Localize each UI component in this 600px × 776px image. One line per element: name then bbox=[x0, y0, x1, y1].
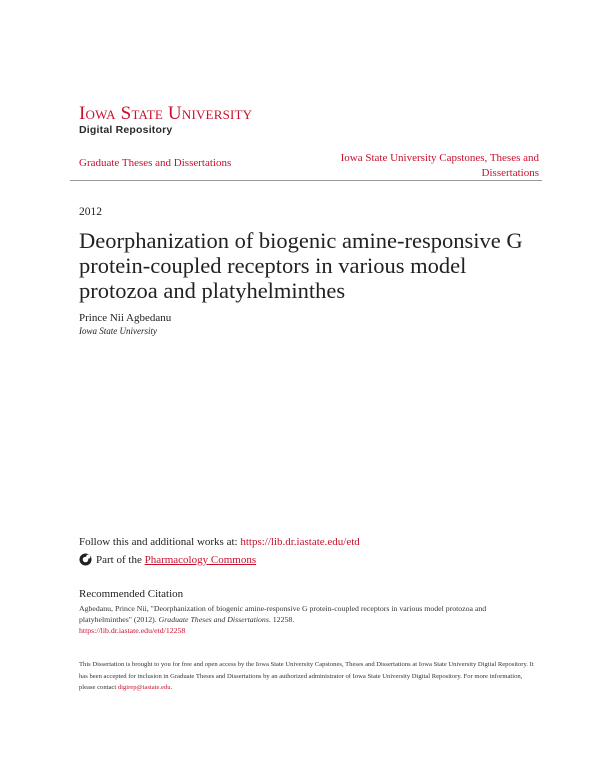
capstones-link[interactable]: Iowa State University Capstones, Theses and Dissertations bbox=[340, 152, 539, 179]
notice-text: This Dissertation is brought to you for free and open access by the Iowa State University Capstones, Theses and Dissertations at Iowa State University Digital Repository. It has been accepted for inclusion in Graduate Theses and Dissertations by an authorized administrator of Iowa State University Digital Repository. For more information, please contact bbox=[79, 661, 534, 691]
follow-prefix: Follow this and additional works at: bbox=[79, 536, 241, 548]
notice-end: . bbox=[170, 684, 173, 691]
citation-series: Graduate Theses and Dissertations bbox=[158, 615, 269, 624]
document-title: Deorphanization of biogenic amine-responsive G protein-coupled receptors in various model protozoa and platyhelminthes bbox=[79, 228, 523, 303]
contact-email-link[interactable]: digirep@iastate.edu bbox=[117, 684, 171, 691]
citation-body: Agbedanu, Prince Nii, "Deorphanization of biogenic amine-responsive G protein-coupled receptors in various model protozoa and platyhelminthes" (2012). bbox=[79, 604, 487, 624]
graduate-theses-link[interactable]: Graduate Theses and Dissertations bbox=[79, 157, 232, 169]
logo-title: Iowa State University bbox=[79, 103, 253, 124]
bepress-commons-icon bbox=[79, 553, 92, 566]
follow-line bbox=[79, 536, 360, 548]
part-of-line bbox=[79, 553, 256, 566]
citation-number: . 12258. bbox=[268, 615, 295, 624]
part-of-prefix: Part of the bbox=[96, 553, 142, 566]
header-divider bbox=[70, 180, 542, 181]
publication-year: 2012 bbox=[79, 206, 102, 218]
repository-notice bbox=[79, 659, 539, 694]
author-affiliation: Iowa State University bbox=[79, 326, 157, 336]
citation-url-link[interactable]: https://lib.dr.iastate.edu/etd/12258 bbox=[79, 626, 186, 635]
university-logo[interactable] bbox=[79, 104, 252, 136]
author-name: Prince Nii Agbedanu bbox=[79, 312, 172, 324]
citation-text bbox=[79, 603, 539, 636]
recommended-citation-heading: Recommended Citation bbox=[79, 588, 184, 600]
logo-subtitle: Digital Repository bbox=[79, 124, 173, 136]
pharmacology-commons-link[interactable]: Pharmacology Commons bbox=[144, 553, 257, 566]
follow-url-link[interactable]: https://lib.dr.iastate.edu/etd bbox=[240, 536, 360, 548]
